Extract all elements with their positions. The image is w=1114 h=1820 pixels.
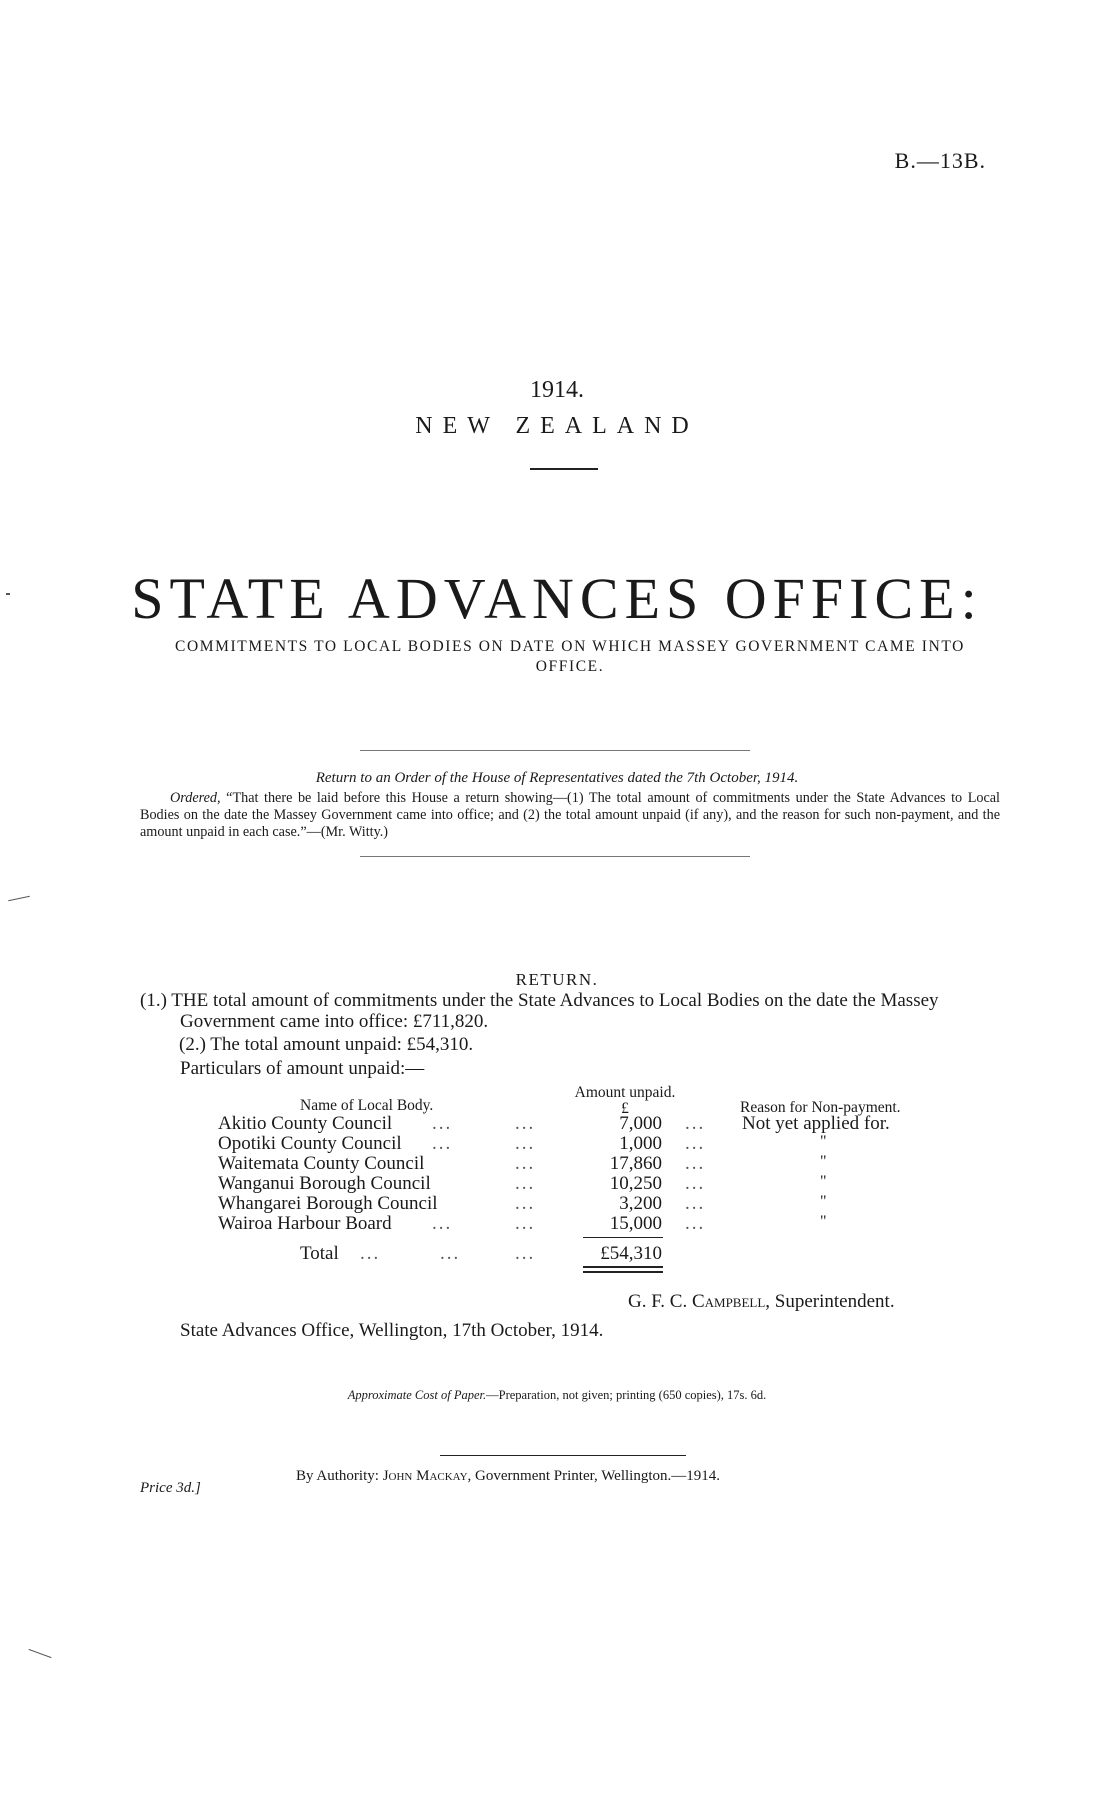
leader-dots: ... [360, 1243, 381, 1264]
year-heading: 1914. [530, 377, 584, 403]
price-note: Price 3d.] [140, 1480, 201, 1496]
row-name: Opotiki County Council [218, 1133, 402, 1154]
row-reason: Not yet applied for. [742, 1113, 890, 1134]
leader-dots: ... [685, 1153, 706, 1174]
page-subtitle: COMMITMENTS TO LOCAL BODIES ON DATE ON WHICH MASSEY GOVERNMENT CAME INTO OFFICE. [175, 638, 965, 675]
cost-label: Approximate Cost of Paper. [347, 1388, 487, 1402]
table-row [0, 1113, 1114, 1133]
leader-dots: ... [515, 1213, 536, 1234]
order-heading: Return to an Order of the House of Representatives dated the 7th October, 1914. [315, 770, 799, 786]
row-reason-ditto: " [820, 1173, 827, 1190]
row-reason-ditto: " [820, 1153, 827, 1170]
order-text [140, 790, 1000, 841]
row-amount: 3,200 [619, 1193, 662, 1214]
currency-label: £ [621, 1100, 629, 1117]
signature [628, 1291, 895, 1313]
table-row [0, 1133, 1114, 1153]
row-name: Whangarei Borough Council [218, 1193, 438, 1214]
signature-name: Campbell [691, 1291, 766, 1312]
table-row [0, 1193, 1114, 1213]
return-heading: RETURN. [515, 970, 599, 989]
leader-dots: ... [515, 1113, 536, 1134]
office-address: State Advances Office, Wellington, 17th October, 1914. [180, 1320, 604, 1341]
printer-authority [296, 1468, 720, 1485]
particulars-heading: Particulars of amount unpaid:— [180, 1058, 425, 1079]
ordered-body: “That there be laid before this House a return showing—(1) The total amount of commitments under the State Advances to Local Bodies on the date the Massey Government came into office; and (2) the total amount unpaid (if any), and the reason for such non-payment, and the amount unpaid in each case.”—(Mr. Witty.) [140, 790, 1000, 840]
divider [360, 750, 750, 751]
authority-suffix: , Government Printer, Wellington.—1914. [467, 1468, 721, 1484]
double-rule [583, 1266, 663, 1268]
leader-dots: ... [685, 1173, 706, 1194]
cost-note [0, 1388, 1114, 1403]
leader-dots: ... [685, 1213, 706, 1234]
ordered-label: Ordered, [170, 790, 221, 806]
leader-dots: ... [432, 1133, 453, 1154]
signature-initials: G. F. C. [628, 1291, 688, 1312]
row-amount: 7,000 [619, 1113, 662, 1134]
row-amount: 15,000 [609, 1213, 662, 1234]
signature-title: , Superintendent. [765, 1291, 895, 1312]
margin-mark [8, 896, 30, 902]
leader-dots: ... [515, 1173, 536, 1194]
country-heading: NEW ZEALAND [415, 413, 699, 439]
row-amount: 1,000 [619, 1133, 662, 1154]
row-name: Wanganui Borough Council [218, 1173, 431, 1194]
margin-mark [6, 593, 10, 595]
leader-dots: ... [685, 1113, 706, 1134]
authority-prefix: By Authority: [296, 1468, 379, 1484]
leader-dots: ... [685, 1133, 706, 1154]
page-title: STATE ADVANCES OFFICE: [131, 566, 983, 631]
column-header-reason: Reason for Non-payment. [740, 1099, 901, 1116]
row-name: Akitio County Council [218, 1113, 393, 1134]
row-reason-ditto: " [820, 1193, 827, 1210]
row-name: Waitemata County Council [218, 1153, 425, 1174]
leader-dots: ... [432, 1113, 453, 1134]
column-header-name: Name of Local Body. [300, 1097, 434, 1114]
table-row [0, 1213, 1114, 1233]
row-amount: 10,250 [609, 1173, 662, 1194]
cost-text: —Preparation, not given; printing (650 copies), 17s. 6d. [486, 1388, 767, 1402]
total-row [0, 1243, 1114, 1263]
table-row [0, 1153, 1114, 1173]
row-name: Wairoa Harbour Board [218, 1213, 392, 1234]
leader-dots: ... [515, 1193, 536, 1214]
leader-dots: ... [515, 1133, 536, 1154]
divider [530, 468, 598, 470]
table-row [0, 1173, 1114, 1193]
paragraph-2: (2.) The total amount unpaid: £54,310. [179, 1034, 474, 1055]
leader-dots: ... [440, 1243, 461, 1264]
leader-dots: ... [515, 1153, 536, 1174]
leader-dots: ... [515, 1243, 536, 1264]
leader-dots: ... [685, 1193, 706, 1214]
total-rule [583, 1237, 663, 1238]
row-reason-ditto: " [820, 1133, 827, 1150]
divider [360, 856, 750, 857]
leader-dots: ... [432, 1213, 453, 1234]
margin-mark [29, 1649, 52, 1658]
paragraph-1: (1.) THE total amount of commitments under the State Advances to Local Bodies on the date the Massey Government came into office: £711,820. [140, 990, 939, 1032]
total-label: Total [300, 1243, 339, 1264]
divider [440, 1455, 686, 1456]
row-reason-ditto: " [820, 1213, 827, 1230]
document-reference: B.—13B. [894, 148, 986, 173]
amount-label: Amount unpaid. [574, 1084, 676, 1101]
authority-name: John Mackay [382, 1468, 468, 1484]
total-value: £54,310 [600, 1243, 662, 1264]
double-rule [583, 1271, 663, 1273]
row-amount: 17,860 [609, 1153, 662, 1174]
